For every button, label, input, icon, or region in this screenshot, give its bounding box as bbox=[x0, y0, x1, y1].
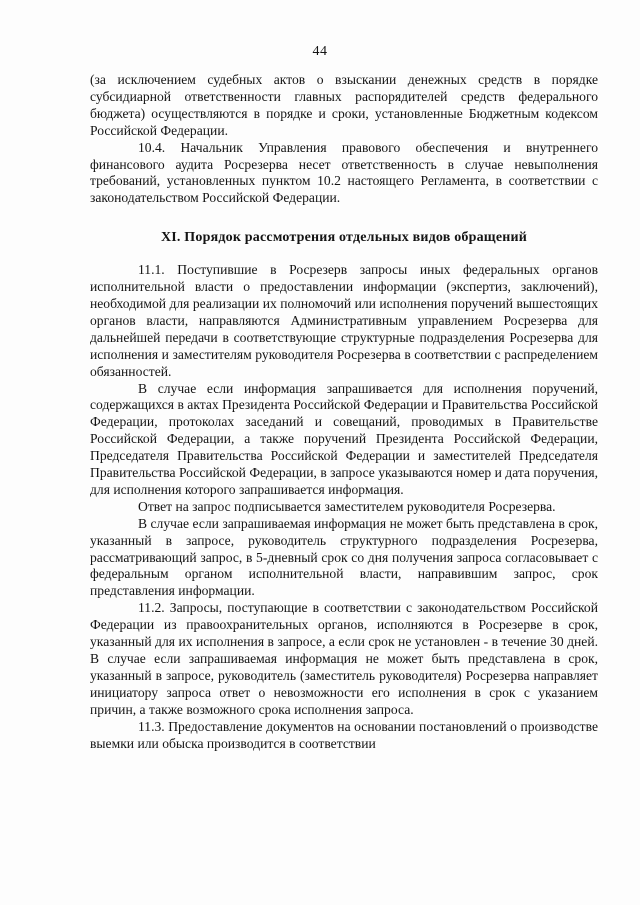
paragraph-deadline-coordination: В случае если запрашиваемая информация не может быть представлена в срок, указанный в запросе, руководитель структурного подразделения Росрезерва, рассматривающий запрос, в 5-дневный срок со дня получения запроса согласовывает с федеральным органом исполнительной власти, направившим запрос, срок представления информации. bbox=[90, 515, 598, 599]
paragraph-10-4: 10.4. Начальник Управления правового обеспечения и внутреннего финансового аудита Росрезерва несет ответственность в случае невыполнения требований, установленных пунктом 10.2 настоящего Регламента, в соответствии с законодательством Российской Федерации. bbox=[90, 139, 598, 206]
page-number: 44 bbox=[312, 44, 328, 59]
section-heading-xi: XI. Порядок рассмотрения отдельных видов обращений bbox=[160, 230, 528, 246]
paragraph-answer-signing: Ответ на запрос подписывается заместителем руководителя Росрезерва. bbox=[138, 498, 556, 514]
paragraph-11-1: 11.1. Поступившие в Росрезерв запросы иных федеральных органов исполнительной власти о предоставлении информации (экспертиз, заключений), необходимой для реализации их полномочий или исполнения поручений вышестоящих органов власти, направляются Административным управлением Росрезерва для дальнейшей передачи в соответствующие структурные подразделения Росрезерва для исполнения и заместителям руководителя Росрезерва в соответствии с распределением обязанностей. bbox=[90, 262, 598, 379]
paragraph-11-2: 11.2. Запросы, поступающие в соответствии с законодательством Российской Федерации из правоохранительных органов, исполняются в Росрезерве в срок, указанный для их исполнения в запросе, а если срок не установлен - в течение 30 дней. В случае если запрашиваемая информация не может быть представлена в срок, указанный в запросе, руководитель (заместитель руководителя) Росрезерва направляет инициатору запроса ответ о невозможности его исполнения в срок с указанием причин, а также возможного срока исполнения запроса. bbox=[90, 600, 598, 717]
paragraph-11-3: 11.3. Предоставление документов на основании постановлений о производстве выемки или обыска производится в соответствии bbox=[90, 718, 598, 751]
paragraph-bankruptcy-continuation: (за исключением судебных актов о взыскании денежных средств в порядке субсидиарной ответственности главных распорядителей средств федерального бюджета) осуществляются в порядке и сроки, установленные Бюджетным кодексом Российской Федерации. bbox=[90, 72, 598, 138]
document-body bbox=[90, 72, 598, 752]
paragraph-presidential-orders: В случае если информация запрашивается для исполнения поручений, содержащихся в актах Президента Российской Федерации и Правительства Российской Федерации, протоколах заседаний и совещаний, проводимых в Правительстве Российской Федерации, а также поручений Президента Российской Федерации, Председателя Правительства Российской Федерации и заместителей Председателя Правительства Российской Федерации, в запросе указываются номер и дата поручения, для исполнения которого запрашивается информация. bbox=[90, 380, 598, 497]
